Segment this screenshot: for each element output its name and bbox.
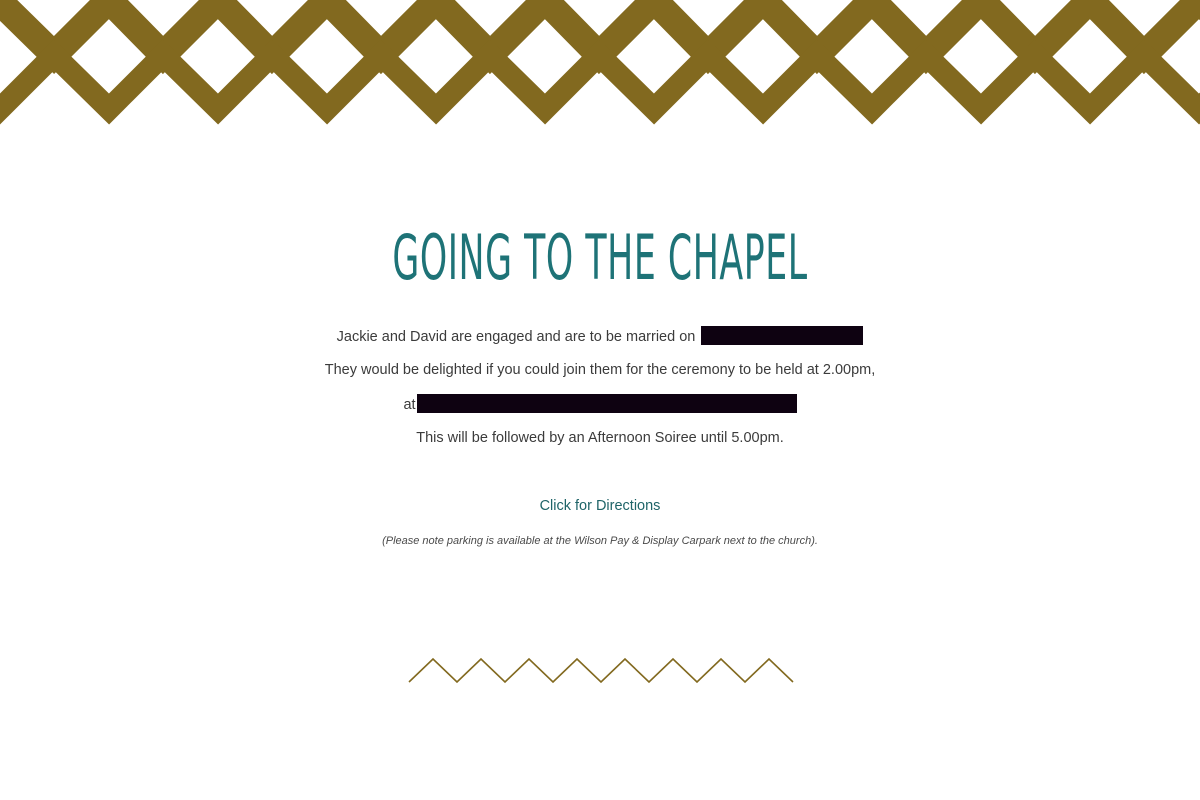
invitation-line-soiree <box>0 428 1200 448</box>
invitation-soiree-text: This will be followed by an Afternoon Soiree until 5.00pm. <box>416 430 784 446</box>
invitation-line-venue <box>0 394 1200 415</box>
page-title: GOING TO THE CHAPEL <box>392 221 808 294</box>
invitation-ceremony-text: They would be delighted if you could join them for the ceremony to be held at 2.00pm, <box>324 362 876 378</box>
zigzag-divider-line <box>409 659 793 682</box>
invitation-venue-prefix: at <box>403 397 416 413</box>
invitation-line-date <box>0 326 1200 347</box>
redacted-date <box>701 326 863 345</box>
invitation-line-ceremony <box>0 360 1200 380</box>
redacted-venue <box>417 394 797 413</box>
directions-link[interactable]: Click for Directions <box>539 498 661 514</box>
parking-note: (Please note parking is available at the Wilson Pay & Display Carpark next to the church). <box>382 535 818 547</box>
zigzag-divider-icon <box>408 656 794 686</box>
directions-container <box>0 496 1200 516</box>
invitation-date-text: Jackie and David are engaged and are to be married on <box>336 329 696 345</box>
